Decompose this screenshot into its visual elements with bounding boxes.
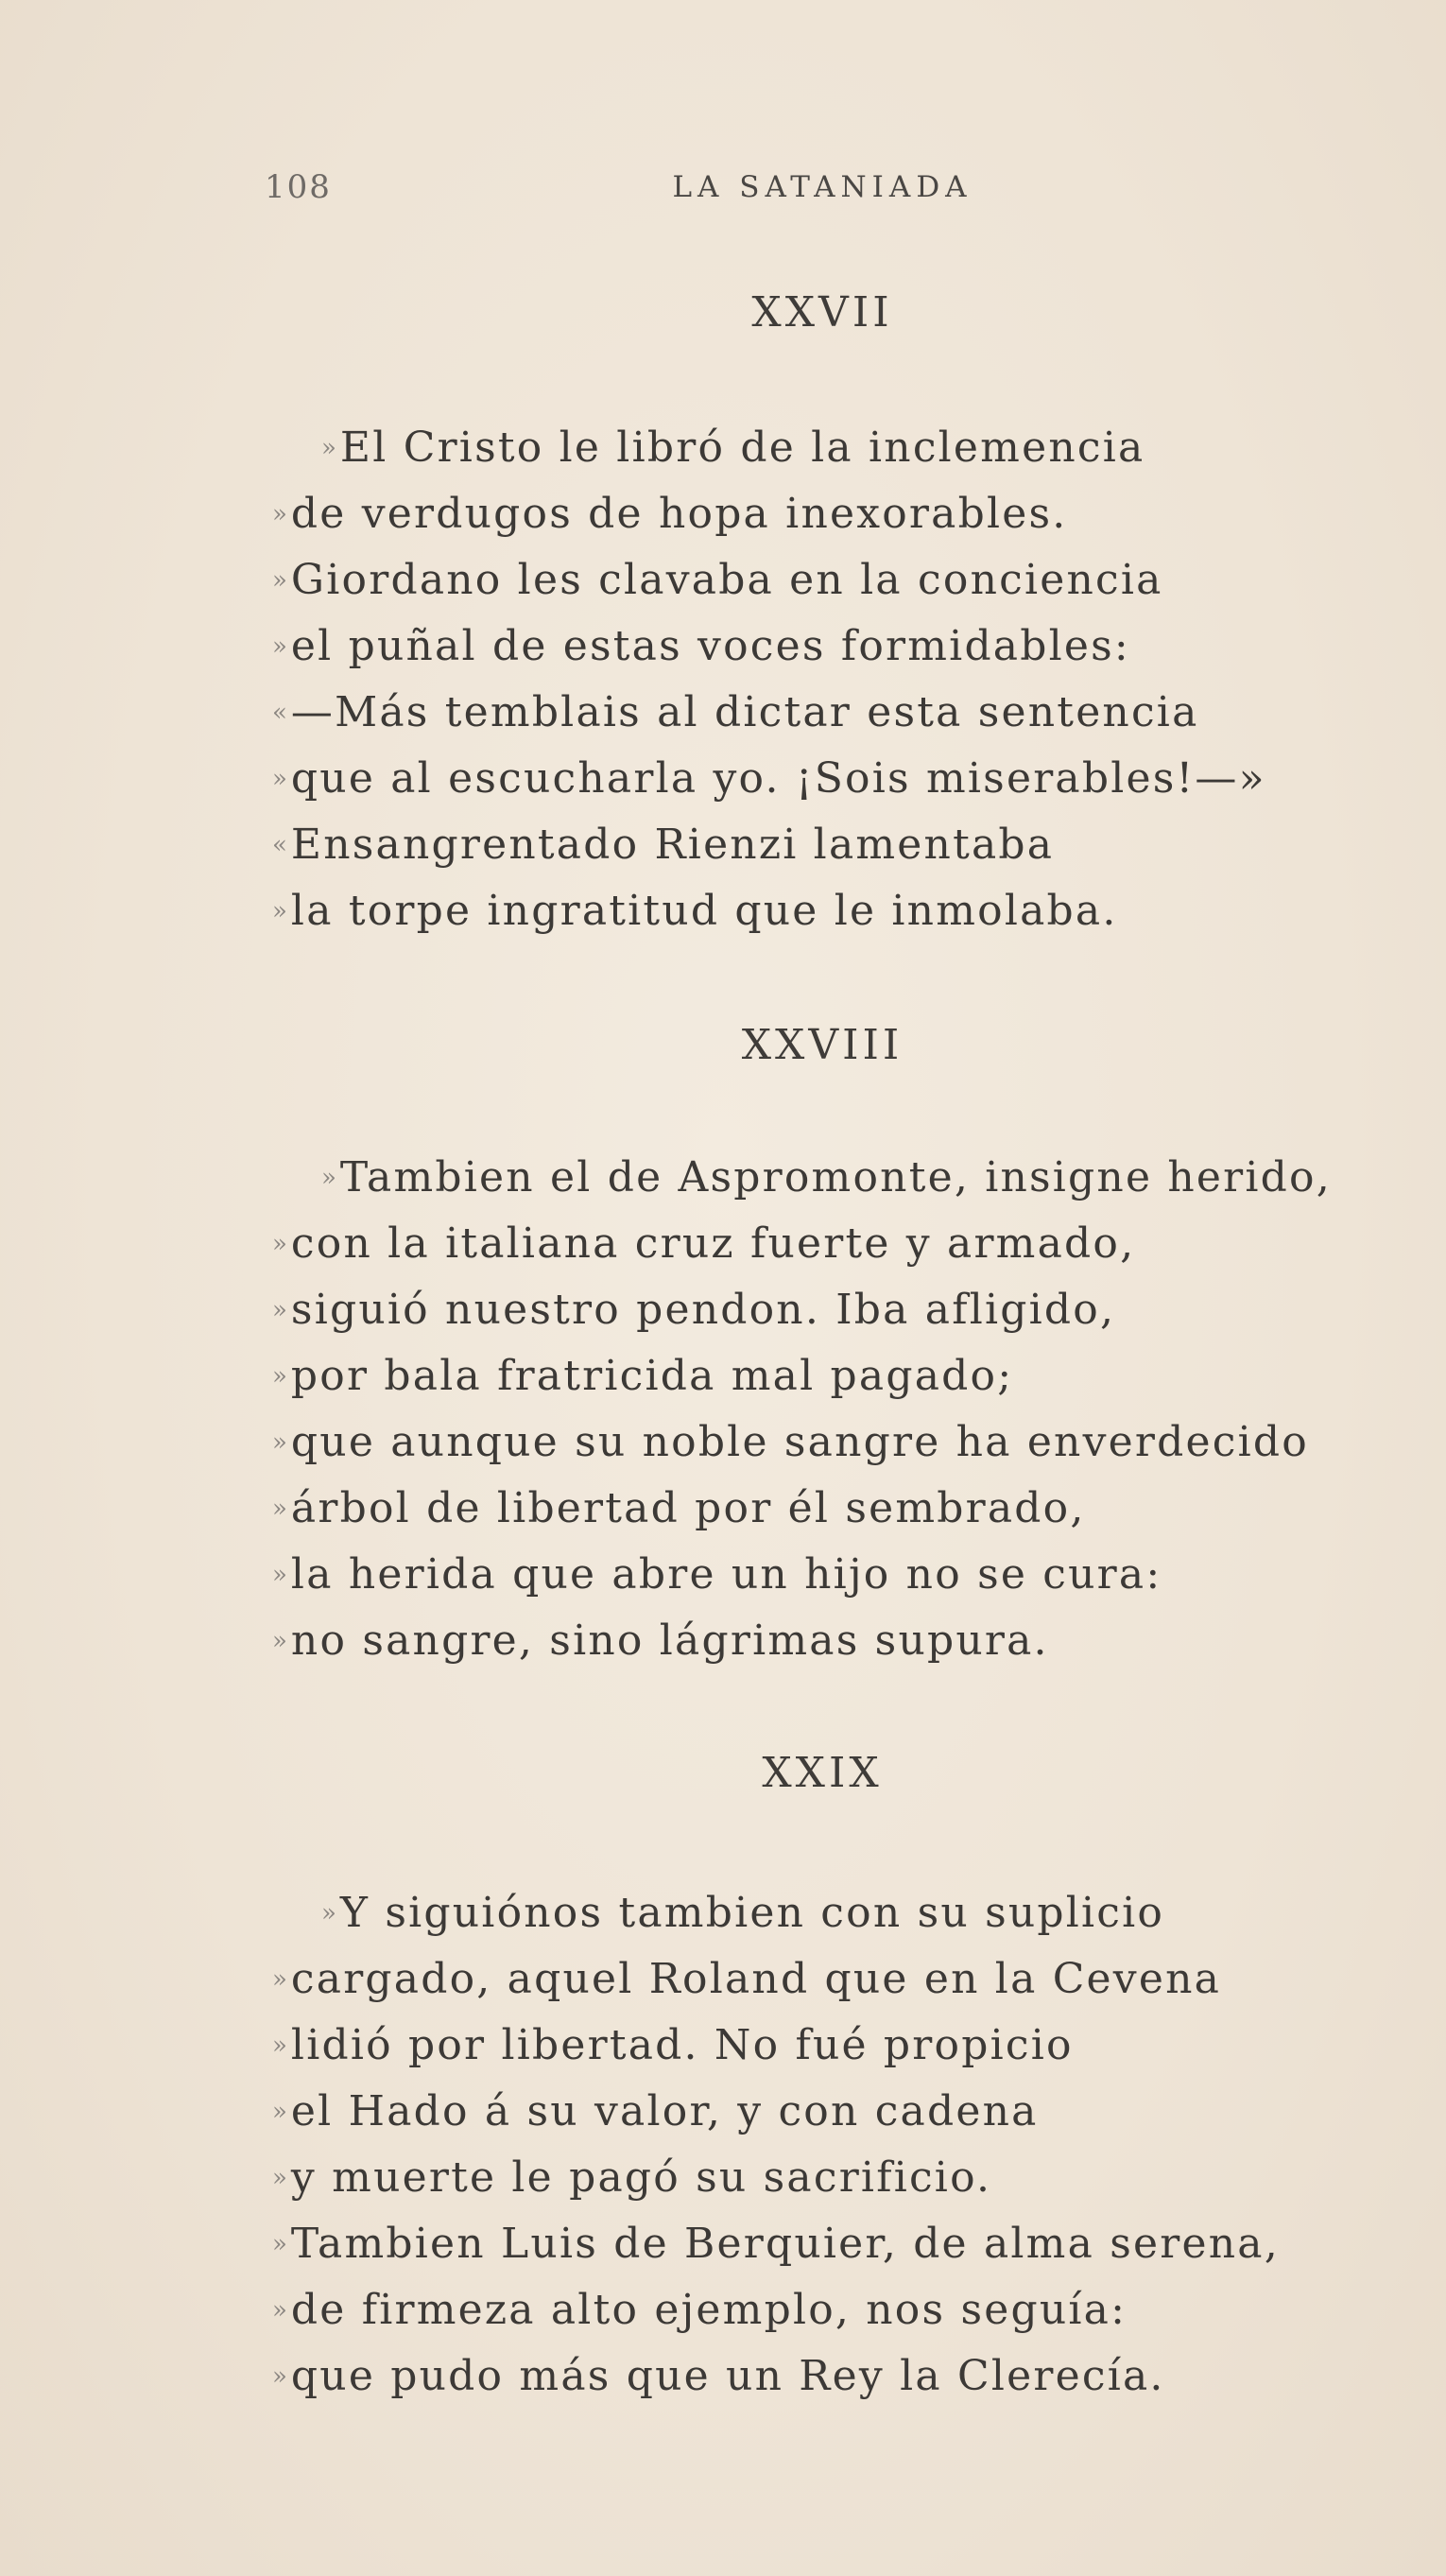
- verse-line: [272, 2021, 1074, 2069]
- verse-text: el puñal de estas voces formidables:: [290, 622, 1130, 670]
- verse-line: [272, 887, 1118, 935]
- verse-line: [272, 2220, 1280, 2268]
- verse-text: no sangre, sino lágrimas supura.: [290, 1616, 1049, 1665]
- verse-text: —Más temblais al dictar esta sentencia: [290, 688, 1199, 736]
- verse-text: de firmeza alto ejemplo, nos seguía:: [290, 2286, 1128, 2334]
- quote-mark: »: [272, 1296, 287, 1324]
- verse-text: Tambien el de Aspromonte, insigne herido,: [339, 1153, 1332, 1202]
- verse-line: [272, 1550, 1162, 1599]
- verse-line: [272, 1484, 1086, 1532]
- quote-mark: »: [272, 1965, 287, 1994]
- quote-mark: »: [272, 2164, 287, 2192]
- quote-mark: »: [272, 632, 287, 661]
- verse-line: [272, 821, 1054, 869]
- verse-text: y muerte le pagó su sacrificio.: [290, 2153, 992, 2202]
- verse-line: [272, 2087, 1039, 2135]
- quote-mark: »: [272, 1362, 287, 1391]
- page-number: 108: [265, 168, 332, 206]
- quote-mark: »: [272, 566, 287, 595]
- verse-line: [272, 1286, 1115, 1334]
- quote-mark: »: [272, 1627, 287, 1655]
- stanza-heading-xxvii: XXVII: [751, 288, 893, 337]
- verse-text: que al escucharla yo. ¡Sois miserables!—»: [290, 754, 1266, 803]
- quote-mark: »: [272, 2362, 287, 2391]
- verse-line: [272, 2286, 1127, 2334]
- verse-line: [321, 1153, 1332, 1202]
- verse-text: el Hado á su valor, y con cadena: [290, 2087, 1039, 2135]
- verse-line: [321, 424, 1145, 472]
- quote-mark: »: [272, 765, 287, 793]
- verse-text: cargado, aquel Roland que en la Cevena: [290, 1955, 1222, 2003]
- verse-line: [272, 1616, 1049, 1665]
- verse-text: con la italiana cruz fuerte y armado,: [290, 1219, 1136, 1268]
- running-title: LA SATANIADA: [672, 170, 973, 204]
- verse-text: siguió nuestro pendon. Iba afligido,: [290, 1286, 1116, 1334]
- quote-mark: »: [272, 1561, 287, 1589]
- quote-mark: »: [272, 2098, 287, 2126]
- verse-line: [272, 2352, 1165, 2400]
- verse-line: [272, 2153, 991, 2202]
- verse-text: que aunque su noble sangre ha enverdecido: [290, 1418, 1309, 1466]
- verse-line: [272, 556, 1163, 604]
- quote-mark: »: [272, 2230, 287, 2258]
- verse-text: lidió por libertad. No fué propicio: [290, 2021, 1074, 2069]
- verse-line: [272, 754, 1266, 803]
- verse-line: [321, 1889, 1164, 1937]
- verse-text: Giordano les clavaba en la conciencia: [290, 556, 1163, 604]
- quote-mark: »: [272, 1495, 287, 1523]
- quote-mark: «: [272, 831, 287, 859]
- stanza-heading-xxviii: XXVIII: [741, 1021, 904, 1069]
- quote-mark: »: [272, 2296, 287, 2325]
- verse-text: Ensangrentado Rienzi lamentaba: [290, 821, 1055, 869]
- stanza-heading-xxix: XXIX: [762, 1749, 883, 1797]
- verse-text: la herida que abre un hijo no se cura:: [290, 1550, 1162, 1599]
- verse-line: [272, 1955, 1221, 2003]
- verse-text: por bala fratricida mal pagado;: [290, 1352, 1014, 1400]
- quote-mark: »: [272, 1428, 287, 1457]
- verse-text: de verdugos de hopa inexorables.: [290, 490, 1068, 538]
- verse-text: que pudo más que un Rey la Clerecía.: [290, 2352, 1165, 2400]
- verse-line: [272, 490, 1067, 538]
- quote-mark: »: [321, 1899, 336, 1928]
- verse-text: árbol de libertad por él sembrado,: [290, 1484, 1086, 1532]
- verse-line: [272, 688, 1199, 736]
- verse-line: [272, 1352, 1013, 1400]
- verse-text: Tambien Luis de Berquier, de alma serena,: [290, 2220, 1280, 2268]
- verse-line: [272, 1418, 1309, 1466]
- quote-mark: »: [272, 1230, 287, 1258]
- quote-mark: »: [321, 1164, 336, 1192]
- verse-text: Y siguiónos tambien con su suplicio: [339, 1889, 1165, 1937]
- quote-mark: »: [272, 2031, 287, 2060]
- verse-text: la torpe ingratitud que le inmolaba.: [290, 887, 1118, 935]
- verse-line: [272, 622, 1130, 670]
- verse-line: [272, 1219, 1135, 1268]
- quote-mark: «: [272, 699, 287, 727]
- verse-text: El Cristo le libró de la inclemencia: [339, 424, 1145, 472]
- quote-mark: »: [272, 897, 287, 925]
- quote-mark: »: [321, 434, 336, 462]
- quote-mark: »: [272, 500, 287, 528]
